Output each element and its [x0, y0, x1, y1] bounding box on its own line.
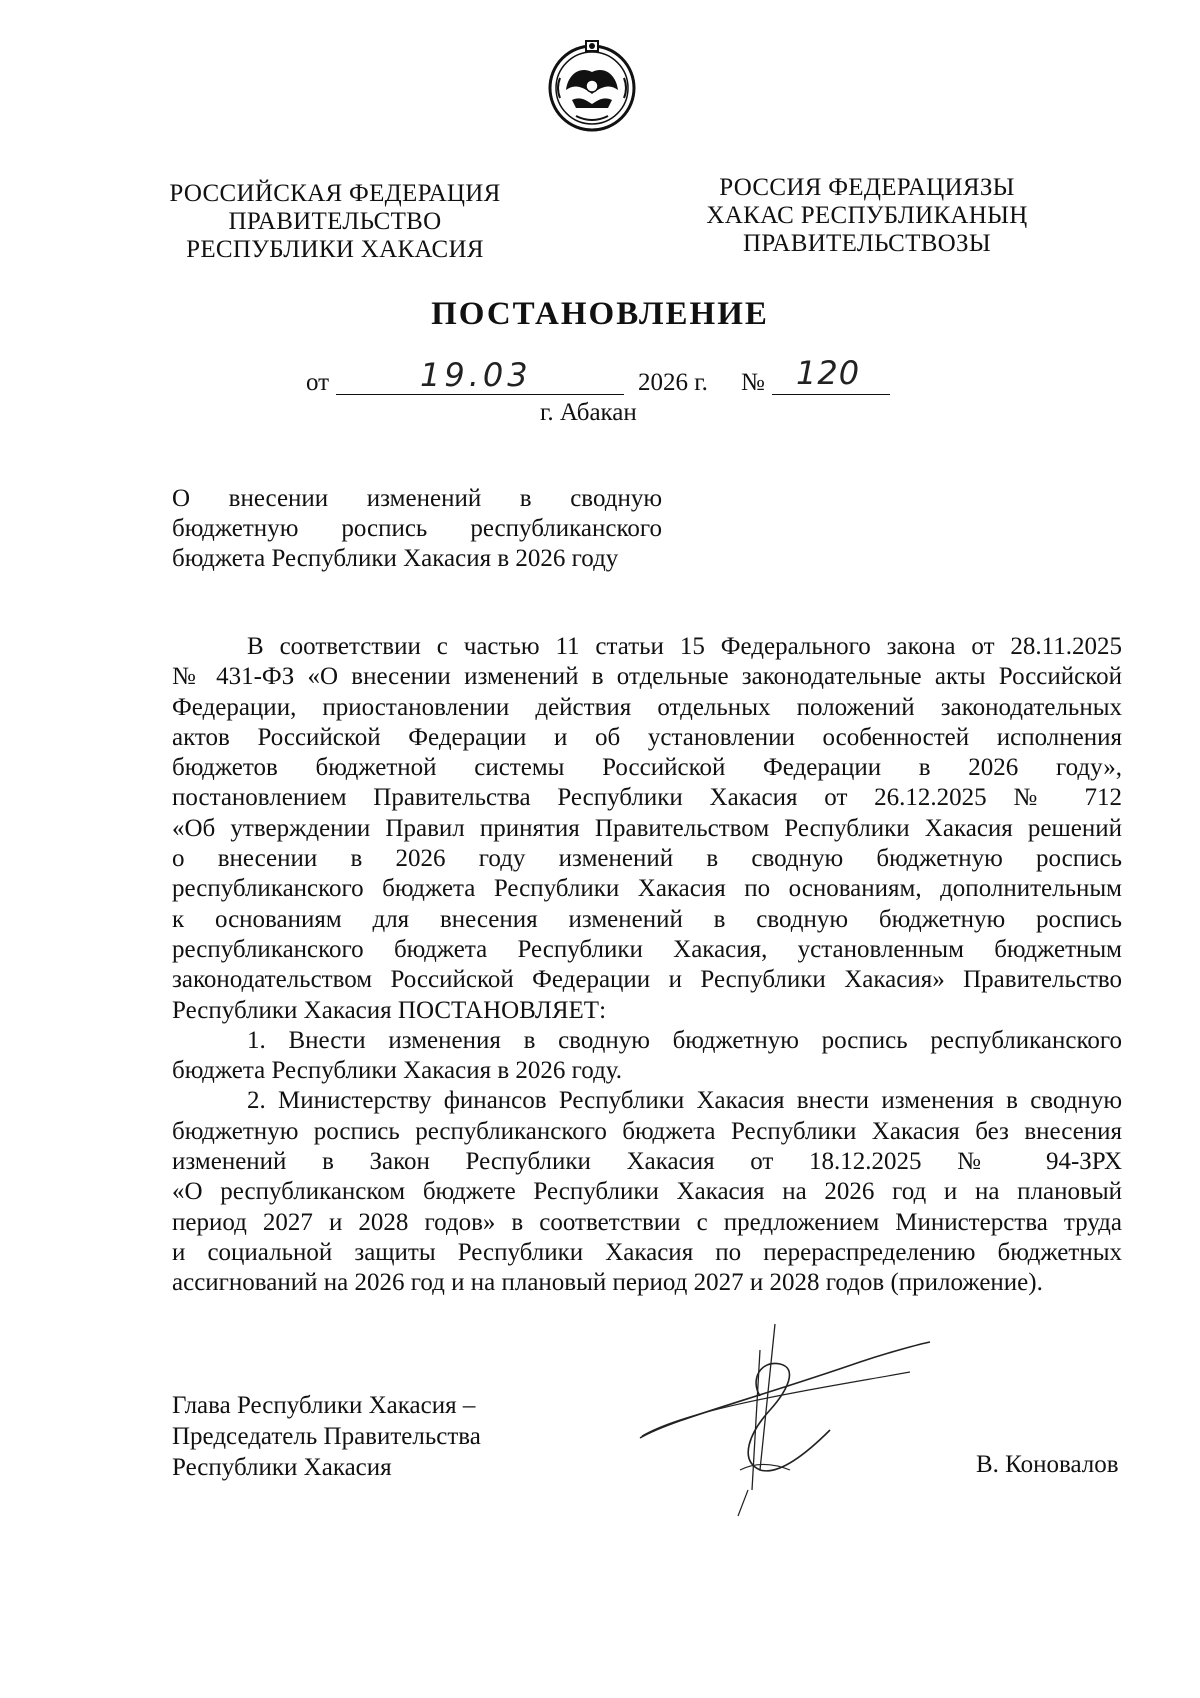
number-label: №	[741, 369, 765, 396]
year-label: 2026 г.	[638, 369, 708, 396]
body-line: и социальной защиты Республики Хакасия по перераспределению бюджетных	[172, 1238, 1122, 1266]
body-line: бюджетов бюджетной системы Российской Федерации в 2026 году»,	[172, 754, 1122, 782]
number-underline	[772, 394, 890, 395]
body-line: бюджета Республики Хакасия в 2026 году.	[172, 1057, 623, 1085]
header-left-line: РОССИЙСКАЯ ФЕДЕРАЦИЯ	[169, 180, 501, 207]
subject-line: бюджетную роспись республиканского	[172, 515, 662, 542]
body-line: постановлением Правительства Республики Хакасия от 26.12.2025 № 712	[172, 784, 1122, 812]
signatory-title-line: Республики Хакасия	[172, 1454, 392, 1481]
body-line: законодательством Российской Федерации и Республики Хакасия» Правительство	[172, 966, 1122, 994]
body-line: изменений в Закон Республики Хакасия от 18.12.2025 № 94-ЗРХ	[172, 1148, 1122, 1176]
body-line: «Об утверждении Правил принятия Правительством Республики Хакасия решений	[172, 814, 1122, 842]
body-line: бюджетную роспись республиканского бюджета Республики Хакасия без внесения	[172, 1117, 1122, 1145]
date-label: от	[306, 369, 330, 396]
document-type-title: ПОСТАНОВЛЕНИЕ	[431, 296, 769, 332]
body-line: 1. Внести изменения в сводную бюджетную роспись республиканского	[247, 1026, 1122, 1054]
subject-block	[172, 484, 662, 574]
signatory-title-line: Председатель Правительства	[172, 1423, 481, 1450]
body-line: ассигнований на 2026 год и на плановый период 2027 и 2028 годов (приложение).	[172, 1269, 1043, 1297]
header-right	[672, 174, 1062, 258]
body-line: № 431-ФЗ «О внесении изменений в отдельные законодательные акты Российской	[172, 663, 1122, 691]
number-handwritten: 120	[796, 354, 861, 392]
coat-of-arms-icon	[546, 38, 638, 134]
body-line: «О республиканском бюджете Республики Хакасия на 2026 год и на плановый	[172, 1178, 1122, 1206]
signatory-name: В. Коновалов	[976, 1451, 1119, 1478]
body-line: 2. Министерству финансов Республики Хакасия внести изменения в сводную	[247, 1087, 1122, 1115]
body-line: республиканского бюджета Республики Хакасия, установленным бюджетным	[172, 935, 1122, 963]
body-text	[172, 632, 1122, 1299]
header-right-line: РОССИЯ ФЕДЕРАЦИЯЗЫ	[719, 174, 1015, 201]
body-line: период 2027 и 2028 годов» в соответствии с предложением Министерства труда	[172, 1208, 1122, 1236]
body-line: республиканского бюджета Республики Хакасия по основаниям, дополнительным	[172, 875, 1122, 903]
header-left-line: РЕСПУБЛИКИ ХАКАСИЯ	[186, 236, 484, 263]
header-left-line: ПРАВИТЕЛЬСТВО	[228, 208, 442, 235]
body-line: В соответствии с частью 11 статьи 15 Федерального закона от 28.11.2025	[247, 633, 1122, 660]
body-line: к основаниям для внесения изменений в сводную бюджетную роспись	[172, 905, 1122, 933]
header-left	[140, 180, 530, 264]
header-right-line: ПРАВИТЕЛЬСТВОЗЫ	[743, 230, 991, 257]
header-right-line: ХАКАС РЕСПУБЛИКАНЫҢ	[706, 202, 1028, 229]
signatory-title	[172, 1390, 481, 1483]
body-line: о внесении в 2026 году изменений в сводную бюджетную роспись	[172, 845, 1122, 873]
date-underline	[336, 394, 624, 395]
body-line: Федерации, приостановлении действия отдельных положений законодательных	[172, 693, 1122, 721]
city: г. Абакан	[540, 399, 637, 426]
handwritten-signature	[610, 1320, 940, 1520]
signatory-title-line: Глава Республики Хакасия –	[172, 1392, 476, 1419]
body-line: Республики Хакасия ПОСТАНОВЛЯЕТ:	[172, 996, 607, 1024]
subject-line: О внесении изменений в сводную	[172, 485, 662, 512]
body-line: актов Российской Федерации и об установлении особенностей исполнения	[172, 723, 1122, 751]
date-handwritten: 19.03	[420, 356, 532, 394]
subject-line: бюджета Республики Хакасия в 2026 году	[172, 545, 619, 572]
